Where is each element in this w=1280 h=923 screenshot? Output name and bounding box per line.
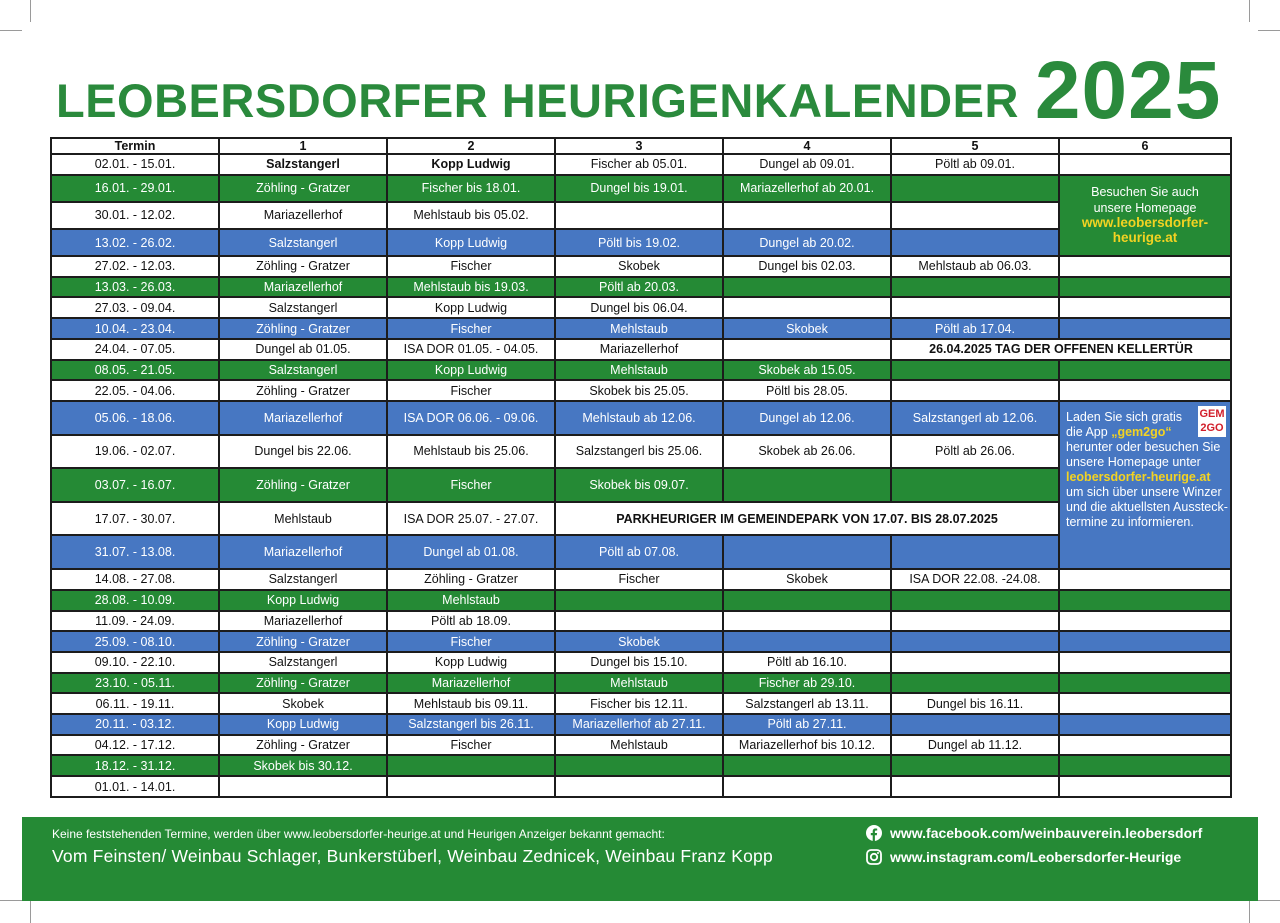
date-range-cell: 22.05. - 04.06. <box>51 380 219 401</box>
schedule-cell <box>723 202 891 229</box>
schedule-cell <box>555 590 723 611</box>
schedule-cell: Mehlstaub <box>555 673 723 694</box>
date-range-cell: 23.10. - 05.11. <box>51 673 219 694</box>
schedule-cell: Zöhling - Gratzer <box>219 318 387 339</box>
instagram-url[interactable]: www.instagram.com/Leobersdorfer-Heurige <box>890 849 1182 865</box>
table-row <box>51 297 1231 318</box>
header-column-4: 4 <box>723 138 891 154</box>
footer-note: Keine feststehenden Termine, werden über www.leobersdorfer-heurige.at und Heurigen Anzeiger bekannt gemacht: <box>52 827 665 841</box>
schedule-cell <box>1059 297 1231 318</box>
table-row <box>51 318 1231 339</box>
schedule-cell: ISA DOR 06.06. - 09.06. <box>387 401 555 435</box>
event-banner: PARKHEURIGER IM GEMEINDEPARK VON 17.07. BIS 28.07.2025 <box>555 502 1059 536</box>
schedule-cell: Skobek bis 30.12. <box>219 755 387 776</box>
table-row <box>51 590 1231 611</box>
schedule-cell: Mariazellerhof <box>555 339 723 360</box>
table-row <box>51 435 1231 469</box>
schedule-cell: Zöhling - Gratzer <box>219 380 387 401</box>
schedule-cell: Mehlstaub <box>555 360 723 381</box>
schedule-cell: Salzstangerl <box>219 569 387 590</box>
schedule-cell <box>723 468 891 502</box>
schedule-cell: Fischer <box>387 468 555 502</box>
footer-winery-names: Vom Feinsten/ Weinbau Schlager, Bunkerstüberl, Weinbau Zednicek, Weinbau Franz Kopp <box>52 846 773 866</box>
header-column-6: 6 <box>1059 138 1231 154</box>
homepage-url[interactable]: www.leobersdorfer- <box>1081 215 1209 231</box>
crop-mark <box>1258 900 1280 901</box>
schedule-cell <box>891 673 1059 694</box>
schedule-cell: Skobek <box>219 693 387 714</box>
table-row <box>51 755 1231 776</box>
schedule-cell <box>1059 569 1231 590</box>
schedule-cell <box>723 631 891 652</box>
schedule-cell: Fischer <box>387 380 555 401</box>
schedule-cell: Kopp Ludwig <box>387 154 555 175</box>
schedule-cell: Dungel bis 15.10. <box>555 652 723 673</box>
schedule-cell: Salzstangerl <box>219 229 387 256</box>
schedule-cell <box>891 776 1059 797</box>
schedule-cell: Fischer <box>555 569 723 590</box>
table-row <box>51 175 1231 202</box>
gem2go-logo-text: 2GO <box>1200 421 1224 434</box>
schedule-cell: Dungel bis 16.11. <box>891 693 1059 714</box>
schedule-cell: Mehlstaub ab 12.06. <box>555 401 723 435</box>
table-row <box>51 535 1231 569</box>
table-header-row <box>51 138 1231 154</box>
schedule-cell <box>1059 755 1231 776</box>
date-range-cell: 03.07. - 16.07. <box>51 468 219 502</box>
schedule-cell <box>891 611 1059 632</box>
schedule-cell <box>891 590 1059 611</box>
date-range-cell: 09.10. - 22.10. <box>51 652 219 673</box>
schedule-cell: Dungel ab 01.05. <box>219 339 387 360</box>
app-name: „gem2go“ <box>1111 424 1172 439</box>
crop-mark <box>1249 901 1250 923</box>
schedule-cell: Kopp Ludwig <box>387 229 555 256</box>
schedule-cell: Kopp Ludwig <box>387 360 555 381</box>
app-text: Laden Sie sich gratis <box>1066 409 1183 424</box>
schedule-cell <box>1059 776 1231 797</box>
title-text: LEOBERSDORFER HEURIGENKALENDER <box>56 74 1019 127</box>
schedule-cell: Zöhling - Gratzer <box>219 631 387 652</box>
gem2go-logo-text: GEM <box>1199 407 1225 420</box>
schedule-cell: Dungel bis 02.03. <box>723 256 891 277</box>
schedule-cell: Fischer <box>387 735 555 756</box>
schedule-cell <box>555 611 723 632</box>
table-row <box>51 735 1231 756</box>
schedule-cell: Mehlstaub ab 06.03. <box>891 256 1059 277</box>
homepage-promo-box <box>1059 175 1231 256</box>
header-column-2: 2 <box>387 138 555 154</box>
schedule-cell: Mariazellerhof <box>219 202 387 229</box>
schedule-cell: Zöhling - Gratzer <box>219 735 387 756</box>
title-year: 2025 <box>1034 45 1222 136</box>
date-range-cell: 27.03. - 09.04. <box>51 297 219 318</box>
schedule-cell: Pöltl ab 20.03. <box>555 277 723 298</box>
header-termin: Termin <box>51 138 219 154</box>
date-range-cell: 10.04. - 23.04. <box>51 318 219 339</box>
date-range-cell: 11.09. - 24.09. <box>51 611 219 632</box>
schedule-cell: Skobek <box>723 318 891 339</box>
table-row <box>51 154 1231 175</box>
schedule-cell <box>891 755 1059 776</box>
table-row <box>51 714 1231 735</box>
schedule-cell: Pöltl ab 26.06. <box>891 435 1059 469</box>
header-column-1: 1 <box>219 138 387 154</box>
schedule-cell: Dungel ab 01.08. <box>387 535 555 569</box>
schedule-cell: Dungel ab 12.06. <box>723 401 891 435</box>
schedule-cell: Skobek ab 26.06. <box>723 435 891 469</box>
table-row <box>51 202 1231 229</box>
schedule-cell: Zöhling - Gratzer <box>219 468 387 502</box>
schedule-cell <box>891 535 1059 569</box>
schedule-cell: Skobek <box>723 569 891 590</box>
schedule-cell: Zöhling - Gratzer <box>219 256 387 277</box>
schedule-cell: Salzstangerl <box>219 154 387 175</box>
table-row <box>51 339 1231 360</box>
homepage-url[interactable]: heurige.at <box>1112 230 1178 246</box>
schedule-cell: Pöltl bis 19.02. <box>555 229 723 256</box>
schedule-cell: Mariazellerhof <box>219 277 387 298</box>
table-row <box>51 652 1231 673</box>
schedule-cell: ISA DOR 22.08. -24.08. <box>891 569 1059 590</box>
schedule-cell: Mariazellerhof bis 10.12. <box>723 735 891 756</box>
schedule-cell: Mariazellerhof <box>219 401 387 435</box>
schedule-cell <box>1059 693 1231 714</box>
schedule-cell: Fischer bis 18.01. <box>387 175 555 202</box>
instagram-icon <box>866 849 882 865</box>
schedule-cell <box>891 202 1059 229</box>
table-row <box>51 569 1231 590</box>
schedule-cell <box>219 776 387 797</box>
schedule-cell <box>723 297 891 318</box>
schedule-cell: Dungel bis 19.01. <box>555 175 723 202</box>
event-banner: 26.04.2025 TAG DER OFFENEN KELLERTÜR <box>891 339 1231 360</box>
schedule-cell: Salzstangerl <box>219 652 387 673</box>
schedule-cell <box>1059 256 1231 277</box>
header-column-5: 5 <box>891 138 1059 154</box>
date-range-cell: 25.09. - 08.10. <box>51 631 219 652</box>
schedule-cell: Mehlstaub <box>387 590 555 611</box>
schedule-cell <box>1059 380 1231 401</box>
table-row <box>51 360 1231 381</box>
date-range-cell: 13.02. - 26.02. <box>51 229 219 256</box>
schedule-cell <box>1059 590 1231 611</box>
app-homepage-url[interactable]: leobersdorfer-heurige.at <box>1066 469 1211 484</box>
table-row <box>51 502 1231 536</box>
schedule-cell: ISA DOR 01.05. - 04.05. <box>387 339 555 360</box>
schedule-cell: Mariazellerhof ab 27.11. <box>555 714 723 735</box>
schedule-cell: Mariazellerhof <box>219 611 387 632</box>
date-range-cell: 19.06. - 02.07. <box>51 435 219 469</box>
schedule-cell: Kopp Ludwig <box>219 714 387 735</box>
schedule-cell: Zöhling - Gratzer <box>219 673 387 694</box>
date-range-cell: 17.07. - 30.07. <box>51 502 219 536</box>
schedule-cell: Skobek bis 25.05. <box>555 380 723 401</box>
date-range-cell: 04.12. - 17.12. <box>51 735 219 756</box>
app-text: termine zu informieren. <box>1066 514 1194 529</box>
schedule-cell <box>555 755 723 776</box>
date-range-cell: 24.04. - 07.05. <box>51 339 219 360</box>
schedule-cell: Mehlstaub bis 05.02. <box>387 202 555 229</box>
schedule-cell <box>1059 318 1231 339</box>
schedule-cell <box>891 277 1059 298</box>
schedule-cell: Salzstangerl <box>219 360 387 381</box>
schedule-cell: Pöltl ab 07.08. <box>555 535 723 569</box>
app-text: herunter oder besuchen Sie <box>1066 439 1221 454</box>
table-row <box>51 380 1231 401</box>
schedule-cell <box>387 755 555 776</box>
table-row <box>51 256 1231 277</box>
table-row <box>51 673 1231 694</box>
schedule-cell: Mehlstaub <box>219 502 387 536</box>
schedule-cell: Skobek bis 09.07. <box>555 468 723 502</box>
schedule-cell: Salzstangerl bis 26.11. <box>387 714 555 735</box>
table-row <box>51 631 1231 652</box>
app-text: um sich über unsere Winzer <box>1066 484 1222 499</box>
schedule-cell: Fischer <box>387 318 555 339</box>
schedule-cell <box>1059 631 1231 652</box>
date-range-cell: 01.01. - 14.01. <box>51 776 219 797</box>
schedule-cell: Salzstangerl bis 25.06. <box>555 435 723 469</box>
schedule-cell <box>723 590 891 611</box>
app-promo-box <box>1059 401 1231 569</box>
date-range-cell: 16.01. - 29.01. <box>51 175 219 202</box>
schedule-cell: Zöhling - Gratzer <box>219 175 387 202</box>
schedule-cell: Kopp Ludwig <box>387 297 555 318</box>
crop-mark <box>1258 30 1280 31</box>
table-row <box>51 693 1231 714</box>
crop-mark <box>0 900 22 901</box>
date-range-cell: 18.12. - 31.12. <box>51 755 219 776</box>
schedule-cell: Fischer <box>387 631 555 652</box>
schedule-cell: Dungel ab 11.12. <box>891 735 1059 756</box>
schedule-cell: Salzstangerl ab 13.11. <box>723 693 891 714</box>
schedule-cell <box>1059 360 1231 381</box>
crop-mark <box>1249 0 1250 22</box>
schedule-cell: Salzstangerl ab 12.06. <box>891 401 1059 435</box>
date-range-cell: 31.07. - 13.08. <box>51 535 219 569</box>
schedule-cell: Kopp Ludwig <box>387 652 555 673</box>
table-row <box>51 229 1231 256</box>
schedule-cell: Mariazellerhof ab 20.01. <box>723 175 891 202</box>
schedule-cell <box>387 776 555 797</box>
schedule-cell: Dungel ab 20.02. <box>723 229 891 256</box>
schedule-cell: ISA DOR 25.07. - 27.07. <box>387 502 555 536</box>
schedule-cell: Skobek <box>555 256 723 277</box>
table-row <box>51 611 1231 632</box>
date-range-cell: 30.01. - 12.02. <box>51 202 219 229</box>
schedule-cell <box>723 755 891 776</box>
table-row <box>51 468 1231 502</box>
schedule-cell: Dungel bis 06.04. <box>555 297 723 318</box>
footer-bar <box>22 817 1258 901</box>
table-row <box>51 277 1231 298</box>
date-range-cell: 02.01. - 15.01. <box>51 154 219 175</box>
header-column-3: 3 <box>555 138 723 154</box>
schedule-cell <box>891 380 1059 401</box>
schedule-cell <box>891 360 1059 381</box>
schedule-cell: Mehlstaub <box>555 318 723 339</box>
schedule-cell: Fischer bis 12.11. <box>555 693 723 714</box>
schedule-cell <box>723 339 891 360</box>
schedule-cell <box>891 652 1059 673</box>
schedule-cell: Pöltl ab 18.09. <box>387 611 555 632</box>
date-range-cell: 14.08. - 27.08. <box>51 569 219 590</box>
schedule-cell: Mehlstaub bis 09.11. <box>387 693 555 714</box>
schedule-cell: Skobek ab 15.05. <box>723 360 891 381</box>
schedule-cell <box>1059 611 1231 632</box>
facebook-link[interactable] <box>866 825 1202 841</box>
schedule-cell: Dungel bis 22.06. <box>219 435 387 469</box>
page-title <box>56 45 1236 136</box>
schedule-cell <box>555 202 723 229</box>
schedule-cell <box>1059 735 1231 756</box>
schedule-cell <box>723 776 891 797</box>
date-range-cell: 06.11. - 19.11. <box>51 693 219 714</box>
app-text: und die aktuellsten Aussteck- <box>1066 499 1228 514</box>
app-text: unsere Homepage unter <box>1066 454 1201 469</box>
schedule-cell: Dungel ab 09.01. <box>723 154 891 175</box>
schedule-cell: Skobek <box>555 631 723 652</box>
schedule-cell <box>723 277 891 298</box>
schedule-cell: Pöltl ab 27.11. <box>723 714 891 735</box>
schedule-cell: Kopp Ludwig <box>219 590 387 611</box>
schedule-cell <box>1059 673 1231 694</box>
crop-mark <box>0 30 22 31</box>
schedule-cell: Mehlstaub bis 25.06. <box>387 435 555 469</box>
instagram-link[interactable] <box>866 849 1181 865</box>
schedule-cell: Pöltl ab 17.04. <box>891 318 1059 339</box>
table-row <box>51 776 1231 797</box>
schedule-cell <box>891 714 1059 735</box>
facebook-icon <box>866 825 882 841</box>
schedule-cell <box>891 468 1059 502</box>
schedule-cell <box>1059 714 1231 735</box>
crop-mark <box>30 901 31 923</box>
date-range-cell: 27.02. - 12.03. <box>51 256 219 277</box>
schedule-cell: Salzstangerl <box>219 297 387 318</box>
date-range-cell: 05.06. - 18.06. <box>51 401 219 435</box>
schedule-cell <box>891 297 1059 318</box>
schedule-cell <box>723 611 891 632</box>
date-range-cell: 28.08. - 10.09. <box>51 590 219 611</box>
gem2go-logo <box>1198 406 1226 437</box>
schedule-cell <box>555 776 723 797</box>
schedule-cell: Pöltl bis 28.05. <box>723 380 891 401</box>
schedule-cell <box>1059 652 1231 673</box>
schedule-cell: Mehlstaub bis 19.03. <box>387 277 555 298</box>
schedule-cell: Zöhling - Gratzer <box>387 569 555 590</box>
date-range-cell: 08.05. - 21.05. <box>51 360 219 381</box>
schedule-cell: Pöltl ab 16.10. <box>723 652 891 673</box>
schedule-cell <box>891 631 1059 652</box>
schedule-cell: Fischer <box>387 256 555 277</box>
facebook-url[interactable]: www.facebook.com/weinbauverein.leobersdorf <box>890 825 1203 841</box>
schedule-cell: Mariazellerhof <box>219 535 387 569</box>
schedule-cell <box>891 229 1059 256</box>
homepage-text: unsere Homepage <box>1093 200 1197 215</box>
schedule-cell <box>1059 154 1231 175</box>
schedule-cell: Mehlstaub <box>555 735 723 756</box>
app-text: die App <box>1066 424 1112 439</box>
schedule-cell <box>1059 277 1231 298</box>
schedule-cell <box>723 535 891 569</box>
homepage-text: Besuchen Sie auch <box>1091 184 1199 199</box>
date-range-cell: 13.03. - 26.03. <box>51 277 219 298</box>
schedule-cell: Fischer ab 05.01. <box>555 154 723 175</box>
date-range-cell: 20.11. - 03.12. <box>51 714 219 735</box>
schedule-cell: Fischer ab 29.10. <box>723 673 891 694</box>
crop-mark <box>30 0 31 22</box>
table-row <box>51 401 1231 435</box>
heurigen-calendar-table <box>50 137 1232 798</box>
schedule-cell <box>891 175 1059 202</box>
schedule-cell: Mariazellerhof <box>387 673 555 694</box>
schedule-cell: Pöltl ab 09.01. <box>891 154 1059 175</box>
